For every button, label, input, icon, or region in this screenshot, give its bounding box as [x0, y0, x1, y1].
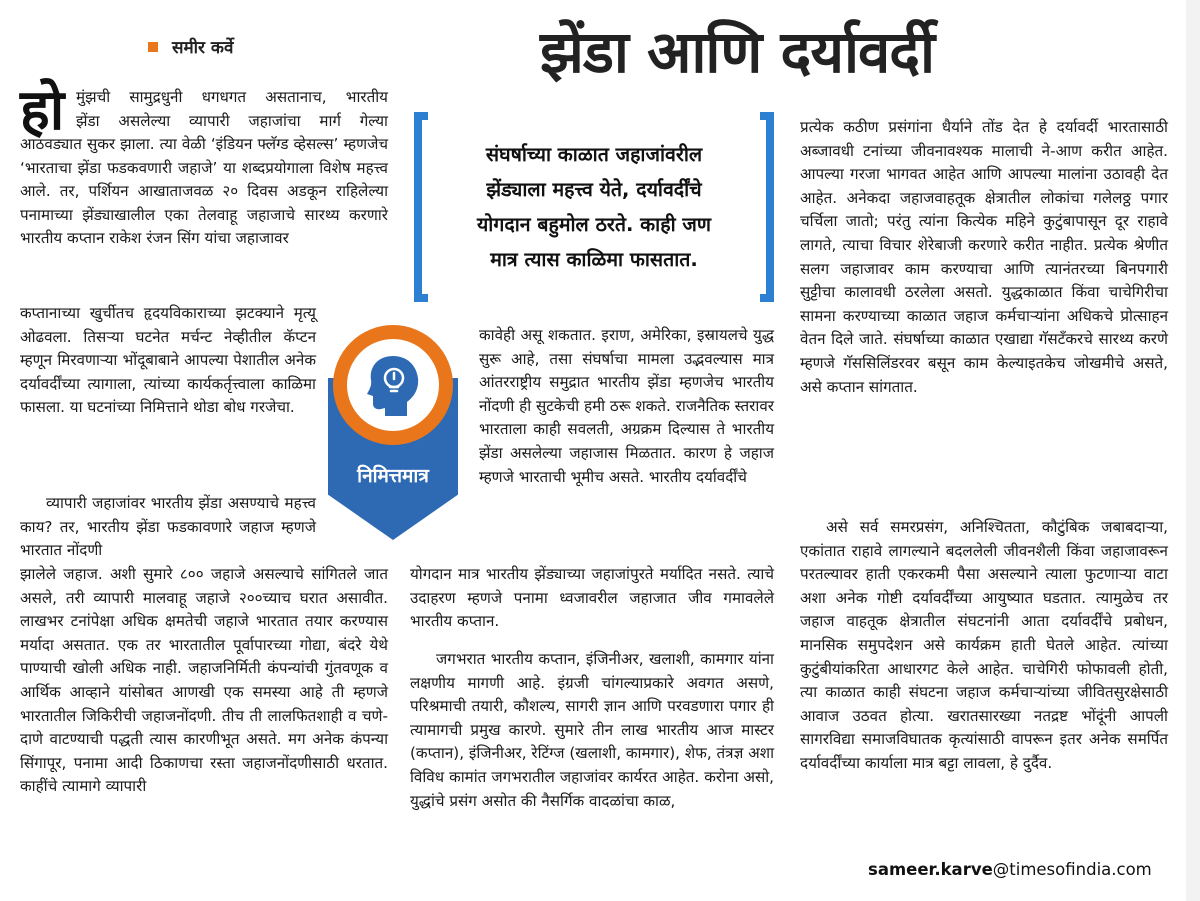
badge-label: निमित्तमात्र — [357, 465, 429, 487]
col1-para-2-narrow: व्यापारी जहाजांवर भारतीय झेंडा असण्याचे महत्त्व काय? तर, भारतीय झेंडा फडकावणारे जहाज म्हणजे भारतात नोंदणी — [20, 494, 316, 560]
col1-para-1-narrow: कप्तानाच्या खुर्चीतच हृदयविकाराच्या झटक्याने मृत्यू ओढवला. तिसऱ्या घटनेत मर्चन्ट नेव्हीतील कॅप्टन म्हणून मिरवणाऱ्या भोंदूबाबाने आपल्या पेशातील अनेक दर्यावर्दींच्या त्यागाला, त्यांच्या कार्यकर्तृत्त्वाला काळिमा फासला. या घटनांच्या निमित्ताने थोडा बोध गरजेचा. — [20, 304, 316, 417]
pull-quote-text — [436, 137, 752, 277]
byline — [148, 35, 233, 58]
pull-quote-line: झेंड्याला महत्त्व येते, दर्यावर्दींचे — [486, 178, 702, 201]
author-email — [868, 860, 1152, 879]
pull-quote-line: योगदान बहुमोल ठरते. काही जण — [477, 213, 711, 236]
col1-line-2: झेंडा असलेल्या व्यापारी जहाजांचा मार्ग गेल्या — [76, 111, 388, 130]
col1-opening-lines — [76, 86, 388, 133]
pull-quote — [414, 112, 774, 302]
bracket-left — [414, 112, 428, 302]
author-name: समीर कर्वे — [172, 38, 234, 58]
pull-quote-line: मात्र त्यास काळिमा फासतात. — [490, 248, 698, 271]
col3-para-2: असे सर्व समरप्रसंग, अनिश्चितता, कौटुंबिक जबाबदाऱ्या, एकांतात राहावे लागल्याने बदललेली जीवनशैली किंवा जहाजावरून परतल्यावर हाती एकरकमी पैसा असल्याने त्याला फुटणाऱ्या वाटा अशा अनेक गोष्टी दर्यावर्दींच्या आयुष्यात घडतात. त्यामुळेच तर जहाज वाहतूक क्षेत्रातील संघटनांनी आता दर्यावर्दींचे प्रबोधन, मानसिक समुपदेशन असे कार्यक्रम हाती घेतले आहेत. त्यांच्या कुटुंबीयांकरिता आधारगट केले आहेत. चाचेगिरी फोफावली होती, त्या काळात काही संघटना जहाज कर्मचाऱ्यांच्या जीवितसुरक्षेसाठी आवाज उठवत होत्या. खरातसारख्या नतद्रष्ट भोंदूंनी आपली सागरविद्या समाजविघातक कृत्यांसाठी वापरून इतर अनेक समर्पित दर्यावर्दींच्या कार्याला मात्र बट्टा लावला, हे दुर्दैव. — [800, 518, 1168, 772]
col2-para-2: जगभरात भारतीय कप्तान, इंजिनीअर, खलाशी, कामगार यांना लक्षणीय मागणी आहे. इंग्रजी चांगल्याप्रकारे अवगत असणे, परिश्रमाची तयारी, कौशल्य, सागरी ज्ञान आणि परवडणारा पगार ही त्यामागची प्रमुख कारणे. सुमारे तीन लाख भारतीय आज मास्टर (कप्तान), इंजिनीअर, रेटिंग्ज (खलाशी, कामगार), शेफ, तंत्रज्ञ अशा विविध कामांत जगभरातील जहाजांवर कार्यरत आहेत. करोना असो, युद्धांचे प्रसंग असोत की नैसर्गिक वादळांचा काळ, — [410, 650, 774, 810]
drop-cap: हो — [20, 78, 65, 143]
col1-para-1-wide: आठवड्यात सुकर झाला. त्या वेळी ‘इंडियन फ्लॅग्ड व्हेसल्स’ म्हणजेच ‘भारताचा झेंडा फडकवणारी जहाजे’ या शब्दप्रयोगाला विशेष महत्त्व आले. तर, पर्शियन आखाताजवळ २० दिवस अडकून राहिलेल्या पनामाच्या झेंड्याखालील एका तेलवाहू जहाजाचे सारथ्य करणारे भारतीय कप्तान राकेश रंजन सिंग यांचा जहाजावर — [20, 135, 388, 248]
head-idea-icon — [363, 352, 423, 418]
email-domain: @timesofindia.com — [992, 860, 1152, 879]
pull-quote-line: संघर्षाच्या काळात जहाजांवरील — [485, 143, 703, 166]
col2-para-1-narrow: कावेही असू शकतात. इराण, अमेरिका, इस्रायलचे युद्ध सुरू आहे, तसा संघर्षाचा मामला उद्भवल्यास मात्र आंतरराष्ट्रीय समुद्रात भारतीय झेंडा म्हणजेच भारतीय नोंदणी ही सुटकेची हमी ठरू शकते. राजनैतिक स्तरावर भारताला काही सवलती, अग्रक्रम दिल्यास ते भारतीय झेंडा असलेल्या जहाजास मिळतात. कारण हे जहाज म्हणजे भारताची भूमीच असते. भारतीय दर्यावर्दींचे — [479, 326, 774, 486]
email-user: sameer.karve — [868, 860, 993, 879]
col3-para-1: प्रत्येक कठीण प्रसंगांना धैर्याने तोंड देत हे दर्यावर्दी भारतासाठी अब्जावधी टनांच्या जीवनावश्यक मालाची ने-आण करीत आहेत. आपल्या गरजा भागवत आहेत आणि आपल्या मालांना उठावही देत आहेत. अनेकदा जहाजवाहतूक क्षेत्रातील लोकांचा गलेलठ्ठ पगार चर्चिला जातो; परंतु त्यांना कित्येक महिने कुटुंबापासून दूर राहावे लागते, त्याचा विचार शेरेबाजी करणारे करीत नाहीत. प्रत्येक श्रेणीत सलग जहाजावर काम करण्याचा आणि त्यानंतरच्या बिनपगारी सुट्टीचा कालावधी ठरलेला असतो. युद्धकाळात किंवा चाचेगिरीचा सामना करण्याच्या काळात जहाज कर्मचाऱ्यांना अधिकचे प्रोत्साहन वेतन दिले जाते. संघर्षाच्या काळात एखाद्या गॅसटँकरचे सारथ्य करणे म्हणजे गॅससिलिंडरवर बसून काम केल्याइतकेच जोखमीचे असते, असे कप्तान सांगतात. — [800, 118, 1168, 396]
col1-para-2-wide: झालेले जहाज. अशी सुमारे ८०० जहाजे असल्याचे सांगितले जात असले, तरी व्यापारी मालवाहू जहाजे २००च्याच घरात असावीत. लाखभर टनांपेक्षा अधिक क्षमतेची जहाजे भारतात तयार करण्यास मर्यादा असतात. एक तर भारतातील पूर्वापारच्या गोद्या, बंदरे येथे पाण्याची खोली अधिक नाही. जहाजनिर्मिती कंपन्यांची गुंतवणूक व आर्थिक आव्हाने यांसोबत आणखी एक समस्या आहे ती म्हणजे भारतातील जिकिरीची जहाजनोंदणी. तीच ती लालफितशाही व चणे-दाणे वाटण्याची पद्धती त्यास कारणीभूत असते. मग अनेक कंपन्या सिंगापूर, पनामा आदी ठिकाणचा रस्ता जहाजनोंदणीसाठी धरतात. काहींचे त्यामागे व्यापारी — [20, 565, 388, 796]
page-edge-strip — [1186, 0, 1200, 901]
headline: झेंडा आणि दर्यावर्दी — [540, 18, 935, 86]
bullet-square-icon — [148, 42, 158, 52]
col2-para-1-wide: योगदान मात्र भारतीय झेंड्याच्या जहाजांपुरते मर्यादित नसते. त्याचे उदाहरण म्हणजे पनामा ध्वजावरील जहाजात जीव गमावलेले भारतीय कप्तान. — [410, 565, 774, 631]
bracket-right — [760, 112, 774, 302]
col1-line-1: मुंझची सामुद्रधुनी धगधगत असतानाच, भारतीय — [76, 88, 388, 106]
column-badge — [328, 320, 458, 540]
